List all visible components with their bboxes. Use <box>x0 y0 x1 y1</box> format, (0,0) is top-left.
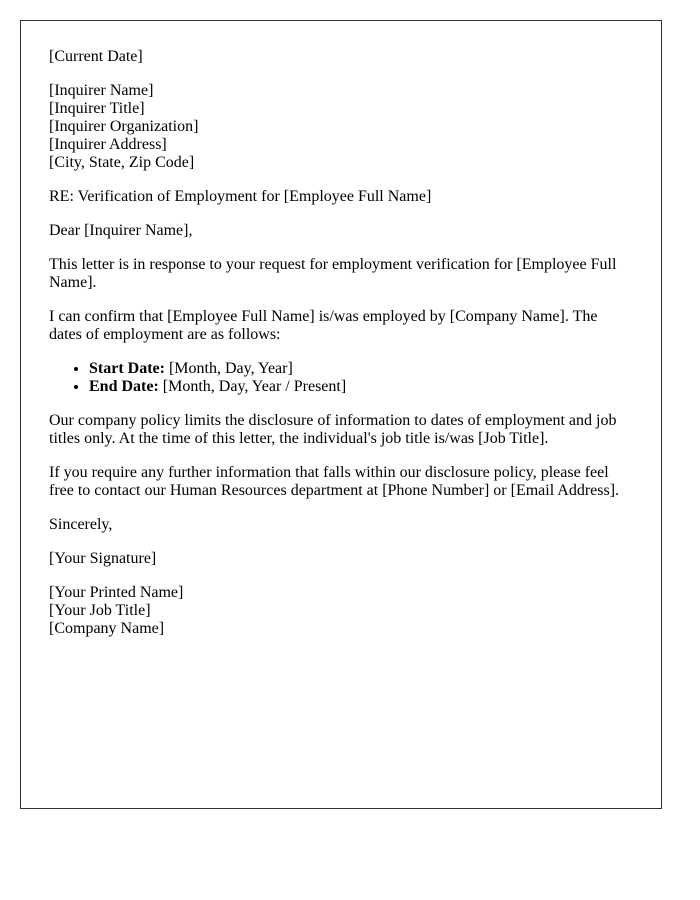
end-date-item <box>89 378 633 396</box>
salutation: Dear [Inquirer Name], <box>49 222 193 239</box>
inquirer-organization: [Inquirer Organization] <box>49 118 199 135</box>
policy-paragraph: Our company policy limits the disclosure of information to dates of employment and job titles only. At the time of this letter, the individual's job title is/was [Job Title]. <box>49 412 617 447</box>
inquirer-address: [Inquirer Address] <box>49 136 167 153</box>
sender-name: [Your Printed Name] <box>49 584 184 601</box>
sender-block <box>49 584 633 638</box>
sender-company: [Company Name] <box>49 620 165 637</box>
intro-paragraph: This letter is in response to your request for employment verification for [Employee Full Name]. <box>49 256 617 291</box>
contact-paragraph: If you require any further information that falls within our disclosure policy, please feel free to contact our Human Resources department at [Phone Number] or [Email Address]. <box>49 464 620 499</box>
inquirer-name: [Inquirer Name] <box>49 82 154 99</box>
end-date-value: [Month, Day, Year / Present] <box>158 378 347 395</box>
start-date-value: [Month, Day, Year] <box>164 360 293 377</box>
end-date-label: End Date: <box>89 378 159 395</box>
start-date-label: Start Date: <box>89 360 165 377</box>
inquirer-title: [Inquirer Title] <box>49 100 145 117</box>
sender-job-title: [Your Job Title] <box>49 602 151 619</box>
letter <box>20 20 662 809</box>
inquirer-address-block <box>49 82 633 172</box>
signature: [Your Signature] <box>49 550 157 567</box>
confirmation-paragraph: I can confirm that [Employee Full Name] is/was employed by [Company Name]. The dates of employment are as follows: <box>49 308 598 343</box>
closing: Sincerely, <box>49 516 113 533</box>
employment-dates-list <box>49 360 633 396</box>
start-date-item <box>89 360 633 378</box>
subject-line: RE: Verification of Employment for [Employee Full Name] <box>49 188 432 205</box>
current-date: [Current Date] <box>49 48 143 65</box>
inquirer-city-state-zip: [City, State, Zip Code] <box>49 154 195 171</box>
